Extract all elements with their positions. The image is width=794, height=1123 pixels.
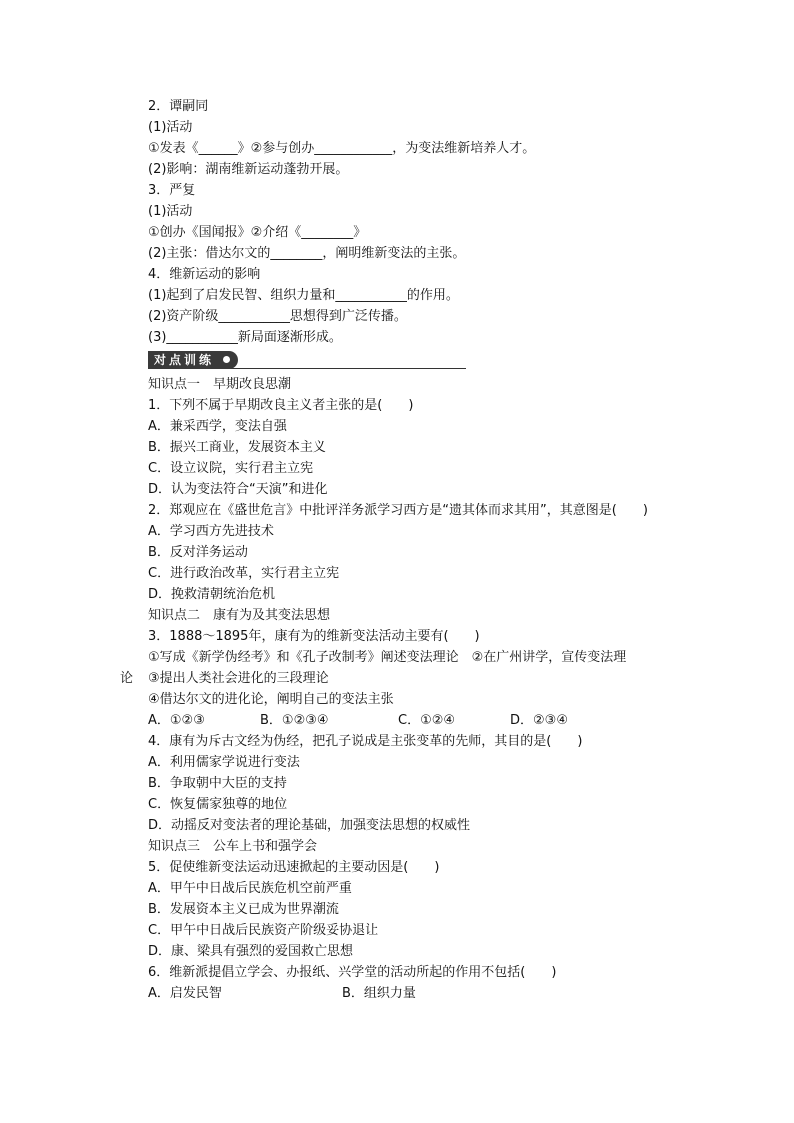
question-2-stem: 2．郑观应在《盛世危言》中批评洋务派学习西方是“遗其体而求其用”，其意图是( ) bbox=[148, 503, 648, 518]
question-3-statement-1: ①写成《新学伪经考》和《孔子改制考》阐述变法理论 ②在广州讲学，宣传变法理 bbox=[148, 650, 627, 665]
question-4-option-b: B．争取朝中大臣的支持 bbox=[148, 776, 287, 791]
question-3-stem: 3．1888～1895年，康有为的维新变法活动主要有( ) bbox=[148, 629, 480, 644]
question-4-stem: 4．康有为斥古文经为伪经，把孔子说成是主张变革的先师，其目的是( ) bbox=[148, 734, 583, 749]
question-3-options bbox=[148, 710, 678, 731]
document-content bbox=[120, 96, 678, 1004]
question-1-option-b: B．振兴工商业，发展资本主义 bbox=[148, 440, 326, 455]
question-4-option-c: C．恢复儒家独尊的地位 bbox=[148, 797, 288, 812]
section-banner-label: 对点训练 bbox=[154, 353, 215, 367]
question-5-option-a: A．甲午中日战后民族危机空前严重 bbox=[148, 881, 352, 896]
question-1-option-d: D．认为变法符合“天演”和进化 bbox=[148, 482, 328, 497]
heading-tan-sitong: 2．谭嗣同 bbox=[148, 99, 209, 114]
text-line: (1)活动 bbox=[148, 120, 193, 135]
heading-yan-fu: 3．严复 bbox=[148, 183, 196, 198]
question-6-options bbox=[148, 983, 678, 1004]
question-3-option-d: D．②③④ bbox=[510, 713, 568, 728]
question-2-option-b: B．反对洋务运动 bbox=[148, 545, 248, 560]
text-line: (2)影响：湖南维新运动蓬勃开展。 bbox=[148, 162, 349, 177]
dot-icon bbox=[223, 356, 230, 363]
knowledge-point-2: 知识点二 康有为及其变法思想 bbox=[148, 608, 331, 623]
question-3-option-a: A．①②③ bbox=[148, 713, 205, 728]
question-6-option-b: B．组织力量 bbox=[342, 986, 416, 1001]
question-3-statement-2: ③提出人类社会进化的三段理论 bbox=[148, 671, 329, 686]
question-3-option-b: B．①②③④ bbox=[260, 713, 329, 728]
text-line: ①发表《______》②参与创办____________，为变法维新培养人才。 bbox=[148, 141, 536, 156]
question-1-option-a: A．兼采西学，变法自强 bbox=[148, 419, 287, 434]
knowledge-point-3: 知识点三 公车上书和强学会 bbox=[148, 839, 318, 854]
question-6-stem: 6．维新派提倡立学会、办报纸、兴学堂的活动所起的作用不包括( ) bbox=[148, 965, 557, 980]
question-5-option-b: B．发展资本主义已成为世界潮流 bbox=[148, 902, 339, 917]
section-banner bbox=[148, 351, 238, 369]
text-line: (1)活动 bbox=[148, 204, 193, 219]
question-6-option-a: A．启发民智 bbox=[148, 986, 222, 1001]
question-5-option-c: C．甲午中日战后民族资产阶级妥协退让 bbox=[148, 923, 379, 938]
text-line: (2)主张：借达尔文的________，阐明维新变法的主张。 bbox=[148, 246, 466, 261]
question-1-stem: 1．下列不属于早期改良主义者主张的是( ) bbox=[148, 398, 414, 413]
question-4-option-d: D．动摇反对变法者的理论基础，加强变法思想的权威性 bbox=[148, 818, 471, 833]
question-2-option-c: C．进行政治改革，实行君主立宪 bbox=[148, 566, 340, 581]
question-3-option-c: C．①②④ bbox=[398, 713, 456, 728]
question-5-option-d: D．康、梁具有强烈的爱国救亡思想 bbox=[148, 944, 354, 959]
knowledge-point-1: 知识点一 早期改良思潮 bbox=[148, 377, 292, 392]
question-3-wrap-char: 论 bbox=[120, 671, 134, 686]
question-1-option-c: C．设立议院，实行君主立宪 bbox=[148, 461, 314, 476]
question-2-option-d: D．挽救清朝统治危机 bbox=[148, 587, 276, 602]
section-banner-row bbox=[148, 348, 678, 374]
text-line: (1)起到了启发民智、组织力量和___________的作用。 bbox=[148, 288, 459, 303]
question-3-statement-2-row bbox=[120, 668, 678, 689]
heading-influence: 4．维新运动的影响 bbox=[148, 267, 261, 282]
text-line: ①创办《国闻报》②介绍《________》 bbox=[148, 225, 367, 240]
question-5-stem: 5．促使维新变法运动迅速掀起的主要动因是( ) bbox=[148, 860, 440, 875]
text-line: (2)资产阶级___________思想得到广泛传播。 bbox=[148, 309, 407, 324]
text-line: (3)___________新局面逐渐形成。 bbox=[148, 330, 342, 345]
question-4-option-a: A．利用儒家学说进行变法 bbox=[148, 755, 300, 770]
question-3-statement-3: ④借达尔文的进化论，阐明自己的变法主张 bbox=[148, 692, 394, 707]
question-2-option-a: A．学习西方先进技术 bbox=[148, 524, 274, 539]
